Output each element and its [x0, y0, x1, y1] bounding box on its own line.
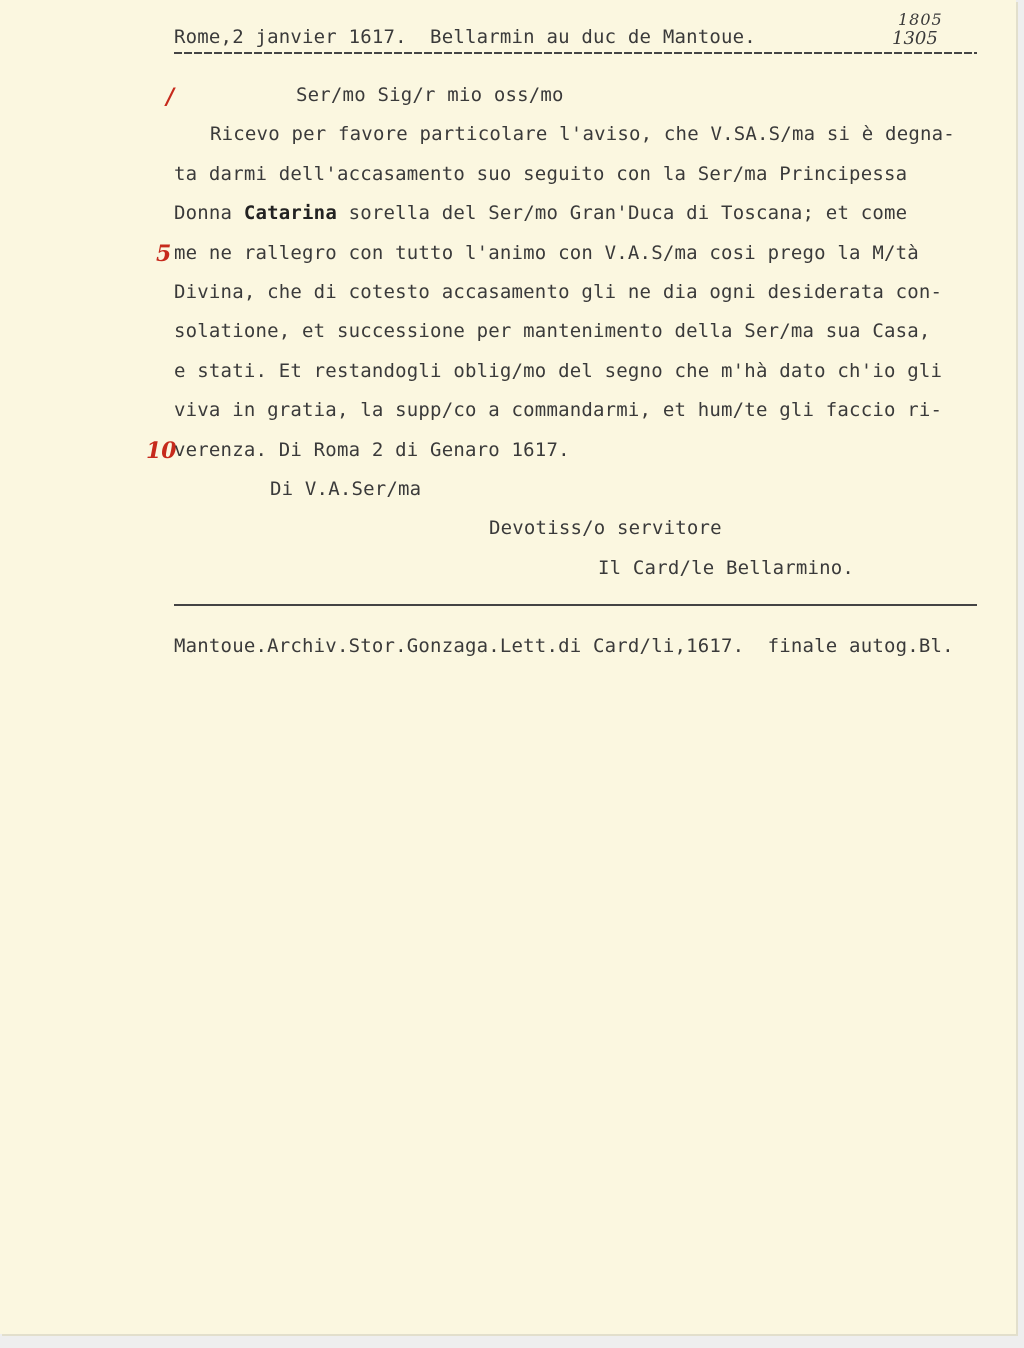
letter-line-4: me ne rallegro con tutto l'animo con V.A.S/ma cosi prego la M/tà	[174, 242, 919, 264]
letter-line-1: Ricevo per favore particolare l'aviso, che V.SA.S/ma si è degna-	[210, 123, 955, 145]
letter-line-3	[174, 202, 907, 224]
salutation: Ser/mo Sig/r mio oss/mo	[296, 84, 564, 106]
letter-line-7: e stati. Et restandogli oblig/mo del segno che m'hà dato ch'io gli	[174, 360, 943, 382]
margin-mark-1: /	[166, 84, 175, 110]
letter-line-8: viva in gratia, la supp/co a commandarmi, et hum/te gli faccio ri-	[174, 399, 943, 421]
letter-line-5: Divina, che di cotesto accasamento gli ne dia ogni desiderata con-	[174, 281, 943, 303]
header-dashed-rule	[174, 52, 977, 54]
handwritten-number-top: 1805	[898, 10, 943, 29]
footer-rule	[174, 604, 977, 606]
letter-line-3-rest: sorella del Ser/mo Gran'Duca di Toscana; et come	[348, 202, 908, 224]
archive-source: Mantoue.Archiv.Stor.Gonzaga.Lett.di Card/li,1617. finale autog.Bl.	[174, 635, 954, 657]
signature: Il Card/le Bellarmino.	[598, 557, 855, 579]
header-line: Rome,2 janvier 1617. Bellarmin au duc de Mantoue.	[174, 26, 756, 48]
handwritten-page-number	[892, 12, 962, 52]
letter-line-9: verenza. Di Roma 2 di Genaro 1617.	[174, 439, 570, 461]
margin-mark-5: 5	[156, 241, 172, 267]
handwritten-number-bottom: 1305	[892, 28, 938, 49]
closing-servitore: Devotiss/o servitore	[489, 517, 722, 539]
letter-line-6: solatione, et successione per mantenimento della Ser/ma sua Casa,	[174, 320, 931, 342]
closing-line: Di V.A.Ser/ma	[270, 478, 422, 500]
letter-line-2: ta darmi dell'accasamento suo seguito con la Ser/ma Principessa	[174, 163, 908, 185]
margin-mark-10: 10	[146, 438, 177, 464]
letter-line-3-prefix: Donna	[174, 202, 233, 224]
name-catarina: Catarina	[243, 202, 337, 224]
